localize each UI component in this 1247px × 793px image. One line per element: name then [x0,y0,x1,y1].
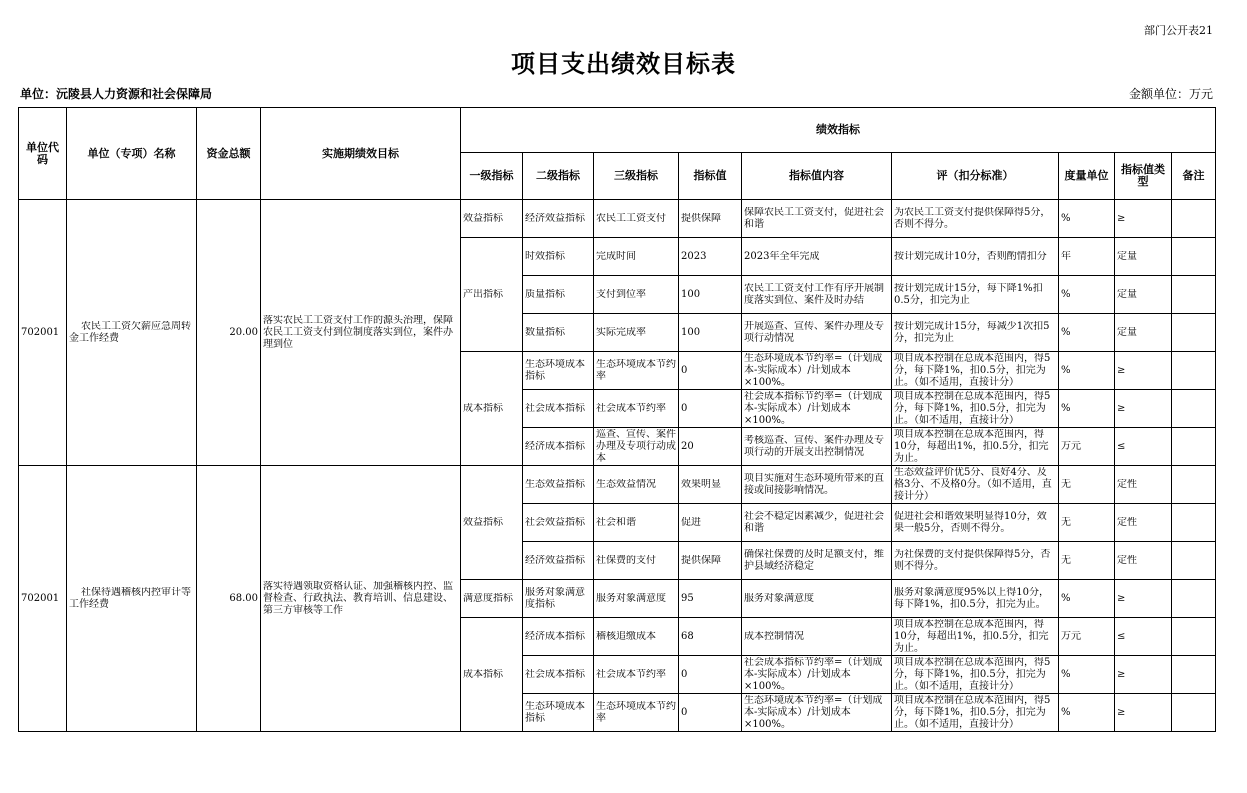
score-cell [892,466,1059,504]
level2-cell-text: 经济成本指标 [525,630,585,642]
type-cell [1115,428,1172,466]
type-cell-text: 定性 [1117,478,1137,490]
value-cell-text: 0 [681,668,688,680]
value-cell [679,580,742,618]
note-cell [1172,466,1216,504]
level3-cell [594,694,679,732]
score-cell [892,618,1059,656]
type-cell [1115,352,1172,390]
type-cell [1115,200,1172,238]
level3-cell-text: 完成时间 [596,250,636,262]
level3-cell [594,238,679,276]
measure-cell-text: % [1061,402,1071,414]
content-cell [742,276,892,314]
type-cell [1115,580,1172,618]
level2-cell-text: 社会成本指标 [525,402,585,414]
measure-cell [1059,466,1115,504]
score-cell-text: 项目成本控制在总成本范围内，得5分，每下降1%，扣0.5分，扣完为止。（如不适用，直接计分） [894,352,1051,388]
value-cell [679,504,742,542]
type-cell [1115,466,1172,504]
type-cell [1115,504,1172,542]
header-code: 单位代码 [19,108,67,200]
content-cell [742,580,892,618]
level1-cell [461,352,523,466]
level3-cell-text: 实际完成率 [596,326,646,338]
goal-cell [261,200,461,466]
score-cell [892,276,1059,314]
level3-cell [594,200,679,238]
level3-cell [594,314,679,352]
score-cell-text: 服务对象满意度95%以上得10分，每下降1%，扣0.5分，扣完为止。 [894,586,1049,610]
table-row [19,466,1216,504]
header-content: 指标值内容 [742,153,892,200]
type-cell-text: ≥ [1117,212,1126,224]
performance-table [18,107,1216,732]
content-cell-text: 考核巡查、宣传、案件办理及专项行动的开展支出控制情况 [744,434,884,458]
score-cell-text: 按计划完成计10分，否则酌情扣分 [894,250,1047,262]
score-cell [892,200,1059,238]
page-title: 项目支出绩效目标表 [511,50,736,78]
value-cell [679,352,742,390]
level3-cell [594,428,679,466]
type-cell-text: ≤ [1117,440,1126,452]
measure-cell-text: 无 [1061,478,1071,490]
type-cell [1115,542,1172,580]
score-cell-text: 项目成本控制在总成本范围内，得10分，每超出1%，扣0.5分，扣完为止。 [894,428,1049,464]
level3-cell-text: 社会和谐 [596,516,636,528]
header-note: 备注 [1172,153,1216,200]
fund-cell-text: 20.00 [229,326,258,338]
type-cell [1115,276,1172,314]
note-cell [1172,314,1216,352]
score-cell [892,238,1059,276]
measure-cell [1059,238,1115,276]
score-cell [892,314,1059,352]
value-cell-text: 2023 [681,250,707,262]
type-cell-text: ≥ [1117,402,1126,414]
type-cell-text: ≥ [1117,364,1126,376]
content-cell [742,504,892,542]
measure-cell [1059,542,1115,580]
measure-cell-text: 年 [1061,250,1071,262]
measure-cell-text: % [1061,288,1071,300]
fund-cell-text: 68.00 [229,592,258,604]
value-cell [679,428,742,466]
measure-cell-text: 无 [1061,554,1071,566]
value-cell [679,694,742,732]
value-cell [679,618,742,656]
level2-cell-text: 经济效益指标 [525,212,585,224]
level3-cell-text: 生态效益情况 [596,478,656,490]
level1-cell-text: 效益指标 [463,212,503,224]
project-name-cell [67,200,197,466]
level2-cell [523,352,594,390]
level2-cell-text: 数量指标 [525,326,565,338]
type-cell [1115,618,1172,656]
value-cell-text: 95 [681,592,694,604]
level2-cell-text: 生态环境成本指标 [525,358,585,382]
level3-cell-text: 支付到位率 [596,288,646,300]
level2-cell [523,542,594,580]
level3-cell [594,352,679,390]
level1-cell-text: 满意度指标 [463,592,513,604]
value-cell-text: 0 [681,402,688,414]
content-cell [742,390,892,428]
measure-cell [1059,200,1115,238]
content-cell [742,238,892,276]
value-cell [679,276,742,314]
level3-cell-text: 农民工工资支付 [596,212,666,224]
type-cell [1115,694,1172,732]
value-cell [679,390,742,428]
type-cell [1115,314,1172,352]
note-cell [1172,352,1216,390]
header-level2: 二级指标 [523,153,594,200]
level1-cell-text: 产出指标 [463,288,503,300]
header-fund: 资金总额 [197,108,261,200]
level2-cell [523,276,594,314]
note-cell [1172,200,1216,238]
level2-cell [523,694,594,732]
type-cell-text: 定量 [1117,326,1137,338]
content-cell-text: 社会不稳定因素减少，促进社会和谐 [744,510,884,534]
content-cell [742,694,892,732]
type-cell-text: ≥ [1117,592,1126,604]
score-cell-text: 项目成本控制在总成本范围内，得5分，每下降1%，扣0.5分，扣完为止。（如不适用，直接计分） [894,390,1051,426]
content-cell [742,618,892,656]
project-name-cell-text: 农民工工资欠薪应急周转金工作经费 [69,320,191,344]
level3-cell [594,542,679,580]
level1-cell-text: 成本指标 [463,402,503,414]
measure-cell-text: % [1061,706,1071,718]
project-name-cell [67,466,197,732]
content-cell-text: 2023年全年完成 [744,250,820,262]
content-cell-text: 开展巡查、宣传、案件办理及专项行动情况 [744,320,884,344]
content-cell-text: 生态环境成本节约率=（计划成本-实际成本）/计划成本×100%。 [744,352,883,388]
level2-cell-text: 经济效益指标 [525,554,585,566]
measure-cell-text: % [1061,364,1071,376]
score-cell [892,390,1059,428]
value-cell-text: 0 [681,364,688,376]
value-cell-text: 100 [681,326,701,338]
level2-cell [523,428,594,466]
content-cell [742,542,892,580]
level3-cell [594,656,679,694]
level2-cell-text: 质量指标 [525,288,565,300]
header-measure: 度量单位 [1059,153,1115,200]
goal-cell [261,466,461,732]
measure-cell-text: % [1061,668,1071,680]
level2-cell [523,504,594,542]
level3-cell-text: 生态环境成本节约率 [596,358,676,382]
level3-cell-text: 社会成本节约率 [596,668,666,680]
level2-cell [523,580,594,618]
score-cell [892,542,1059,580]
content-cell [742,314,892,352]
score-cell-text: 项目成本控制在总成本范围内，得10分，每超出1%，扣0.5分，扣完为止。 [894,618,1049,654]
value-cell [679,200,742,238]
note-cell [1172,276,1216,314]
content-cell [742,352,892,390]
level2-cell [523,390,594,428]
level2-cell-text: 经济成本指标 [525,440,585,452]
level3-cell-text: 稽核追缴成本 [596,630,656,642]
level2-cell-text: 社会效益指标 [525,516,585,528]
score-cell-text: 为社保费的支付提供保障得5分，否则不得分。 [894,548,1051,572]
value-cell-text: 提供保障 [681,212,721,224]
value-cell-text: 68 [681,630,694,642]
score-cell [892,694,1059,732]
measure-cell [1059,618,1115,656]
value-cell [679,542,742,580]
measure-cell [1059,504,1115,542]
note-cell [1172,656,1216,694]
header-perf: 绩效指标 [461,108,1216,153]
score-cell-text: 项目成本控制在总成本范围内，得5分，每下降1%，扣0.5分，扣完为止。（如不适用，直接计分） [894,656,1051,692]
level2-cell [523,466,594,504]
level2-cell [523,314,594,352]
measure-cell-text: 万元 [1061,440,1081,452]
level3-cell [594,276,679,314]
score-cell [892,352,1059,390]
type-cell-text: 定性 [1117,554,1137,566]
measure-cell-text: % [1061,592,1071,604]
level1-cell [461,618,523,732]
note-cell [1172,580,1216,618]
table-row [19,200,1216,238]
goal-cell-text: 落实农民工工资支付工作的源头治理，保障农民工工资支付到位制度落实到位，案件办理到位 [263,314,453,350]
unit-code-cell-text: 702001 [21,326,60,338]
value-cell-text: 效果明显 [681,478,721,490]
header-name: 单位（专项）名称 [67,108,197,200]
level3-cell [594,580,679,618]
measure-cell-text: % [1061,212,1071,224]
level2-cell-text: 生态环境成本指标 [525,700,585,724]
level1-cell [461,238,523,352]
score-cell [892,580,1059,618]
level3-cell-text: 巡查、宣传、案件办理及专项行动成本 [596,428,676,464]
level2-cell [523,656,594,694]
level3-cell [594,504,679,542]
content-cell-text: 社会成本指标节约率=（计划成本-实际成本）/计划成本×100%。 [744,656,883,692]
content-cell-text: 农民工工资支付工作有序开展制度落实到位、案件及时办结 [744,282,884,306]
value-cell [679,238,742,276]
value-cell-text: 20 [681,440,694,452]
type-cell [1115,656,1172,694]
note-cell [1172,390,1216,428]
note-cell [1172,542,1216,580]
header-type: 指标值类型 [1115,153,1172,200]
content-cell [742,466,892,504]
content-cell [742,200,892,238]
unit-label: 单位：沅陵县人力资源和社会保障局 [20,87,213,101]
type-cell-text: ≥ [1117,706,1126,718]
score-cell [892,504,1059,542]
value-cell-text: 促进 [681,516,701,528]
content-cell-text: 社会成本指标节约率=（计划成本-实际成本）/计划成本×100%。 [744,390,883,426]
note-cell [1172,618,1216,656]
header-level1: 一级指标 [461,153,523,200]
score-cell-text: 为农民工工资支付提供保障得5分，否则不得分。 [894,206,1051,230]
score-cell [892,428,1059,466]
measure-cell [1059,390,1115,428]
measure-cell [1059,580,1115,618]
score-cell-text: 按计划完成计15分，每下降1%扣0.5分，扣完为止 [894,282,1043,306]
money-unit-label: 金额单位：万元 [1128,87,1213,101]
measure-cell-text: 无 [1061,516,1071,528]
content-cell-text: 服务对象满意度 [744,592,814,604]
measure-cell [1059,314,1115,352]
value-cell-text: 0 [681,706,688,718]
level2-cell [523,200,594,238]
project-name-cell-text: 社保待遇稽核内控审计等工作经费 [69,586,191,610]
measure-cell-text: % [1061,326,1071,338]
level2-cell-text: 时效指标 [525,250,565,262]
value-cell [679,656,742,694]
type-cell [1115,390,1172,428]
content-cell [742,428,892,466]
unit-code-cell [19,466,67,732]
measure-cell [1059,428,1115,466]
level3-cell-text: 社会成本节约率 [596,402,666,414]
level3-cell-text: 生态环境成本节约率 [596,700,676,724]
note-cell [1172,428,1216,466]
header-score: 评（扣分标准） [892,153,1059,200]
fund-cell [197,466,261,732]
level2-cell-text: 社会成本指标 [525,668,585,680]
content-cell-text: 项目实施对生态环境所带来的直接或间接影响情况。 [744,472,884,496]
content-cell-text: 确保社保费的及时足额支付，维护县域经济稳定 [744,548,884,572]
type-cell-text: ≤ [1117,630,1126,642]
content-cell-text: 成本控制情况 [744,630,804,642]
measure-cell [1059,352,1115,390]
type-cell [1115,238,1172,276]
level1-cell [461,466,523,580]
level1-cell-text: 成本指标 [463,668,503,680]
score-cell-text: 项目成本控制在总成本范围内，得5分，每下降1%，扣0.5分，扣完为止。（如不适用，直接计分） [894,694,1051,730]
note-cell [1172,694,1216,732]
value-cell [679,314,742,352]
unit-code-cell [19,200,67,466]
value-cell [679,466,742,504]
header-level3: 三级指标 [594,153,679,200]
score-cell [892,656,1059,694]
type-cell-text: 定量 [1117,250,1137,262]
level3-cell [594,618,679,656]
unit-code-cell-text: 702001 [21,592,60,604]
measure-cell-text: 万元 [1061,630,1081,642]
score-cell-text: 促进社会和谐效果明显得10分，效果一般5分，否则不得分。 [894,510,1047,534]
level3-cell-text: 服务对象满意度 [596,592,666,604]
content-cell-text: 保障农民工工资支付，促进社会和谐 [744,206,884,230]
level2-cell [523,618,594,656]
measure-cell [1059,276,1115,314]
level2-cell-text: 生态效益指标 [525,478,585,490]
value-cell-text: 提供保障 [681,554,721,566]
level3-cell [594,390,679,428]
score-cell-text: 生态效益评价优5分、良好4分、及格3分、不及格0分。（如不适用，直接计分） [894,466,1052,502]
level1-cell [461,200,523,238]
score-cell-text: 按计划完成计15分，每减少1次扣5分，扣完为止 [894,320,1050,344]
level3-cell [594,466,679,504]
note-cell [1172,504,1216,542]
level1-cell [461,580,523,618]
value-cell-text: 100 [681,288,701,300]
measure-cell [1059,656,1115,694]
type-cell-text: ≥ [1117,668,1126,680]
fund-cell [197,200,261,466]
level3-cell-text: 社保费的支付 [596,554,656,566]
header-goal: 实施期绩效目标 [261,108,461,200]
content-cell-text: 生态环境成本节约率=（计划成本-实际成本）/计划成本×100%。 [744,694,883,730]
content-cell [742,656,892,694]
measure-cell [1059,694,1115,732]
note-cell [1172,238,1216,276]
goal-cell-text: 落实待遇领取资格认证、加强稽核内控、监督检查、行政执法、教育培训、信息建设、第三方审核等工作 [263,580,453,616]
type-cell-text: 定性 [1117,516,1137,528]
level2-cell-text: 服务对象满意度指标 [525,586,585,610]
header-value: 指标值 [679,153,742,200]
table-number: 部门公开表21 [1144,24,1213,37]
level1-cell-text: 效益指标 [463,516,503,528]
level2-cell [523,238,594,276]
type-cell-text: 定量 [1117,288,1137,300]
